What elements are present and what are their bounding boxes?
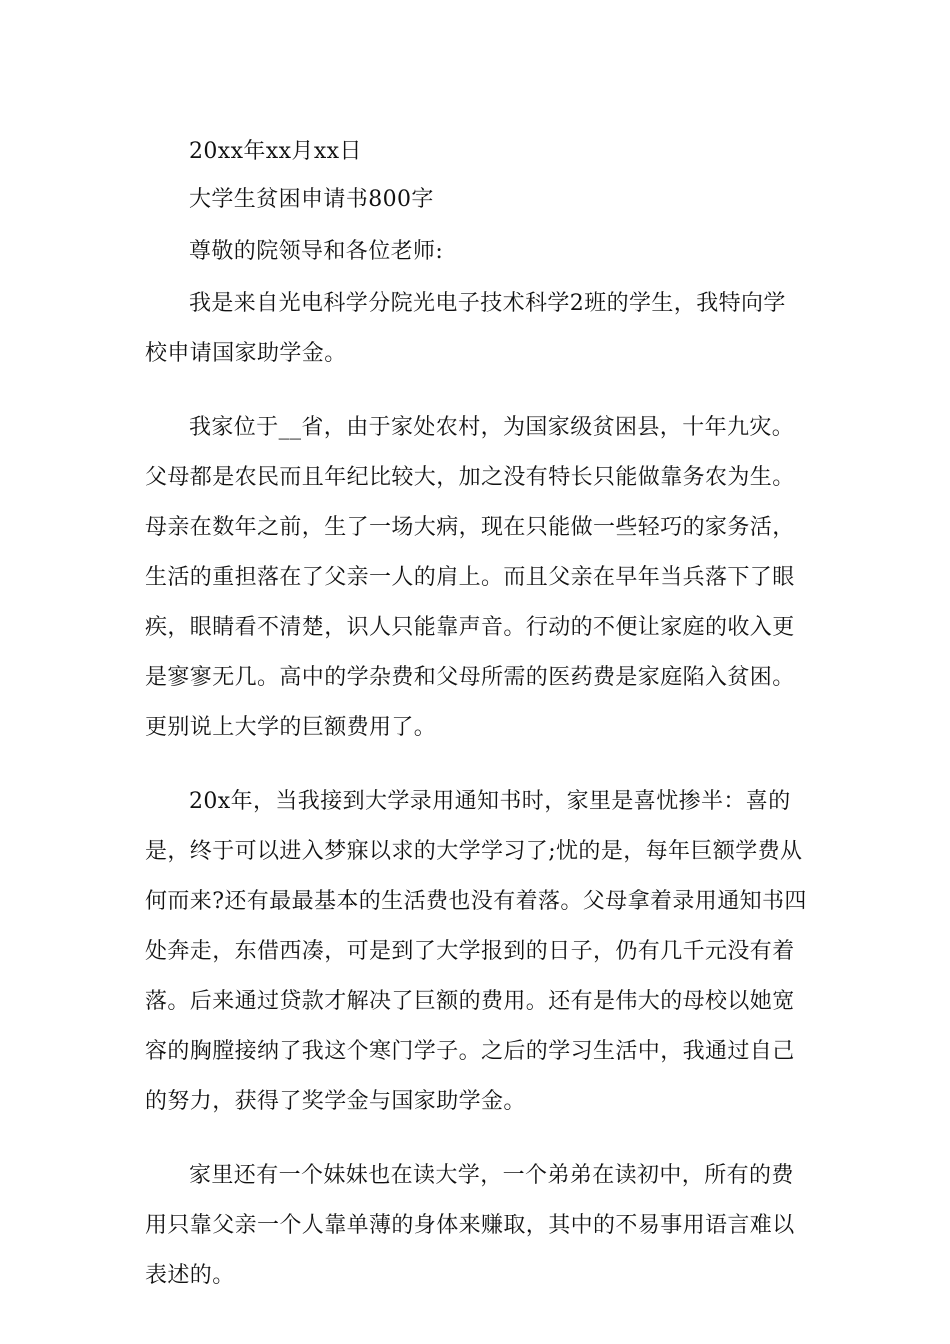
paragraph-line: 疾，眼睛看不清楚，识人只能靠声音。行动的不便让家庭的收入更 [145, 615, 795, 640]
paragraph-line: 是，终于可以进入梦寐以求的大学学习了;忧的是，每年巨额学费从 [145, 839, 803, 864]
paragraph-line: 校申请国家助学金。 [145, 341, 347, 366]
paragraph-line: 更别说上大学的巨额费用了。 [145, 715, 437, 740]
paragraph-line: 生活的重担落在了父亲一人的肩上。而且父亲在早年当兵落下了眼 [145, 565, 795, 590]
paragraph-line: 的努力，获得了奖学金与国家助学金。 [145, 1089, 526, 1114]
paragraph-line: 处奔走，东借西凑，可是到了大学报到的日子，仍有几千元没有着 [145, 939, 795, 964]
paragraph-line: 父母都是农民而且年纪比较大，加之没有特长只能做靠务农为生。 [145, 465, 795, 490]
paragraph-line: 何而来?还有最最基本的生活费也没有着落。父母拿着录用通知书四 [145, 889, 807, 914]
date-line: 20xx年xx月xx日 [189, 139, 362, 164]
paragraph-line: 落。后来通过贷款才解决了巨额的费用。还有是伟大的母校以她宽 [145, 989, 795, 1014]
paragraph-line: 是寥寥无几。高中的学杂费和父母所需的医药费是家庭陷入贫困。 [145, 665, 795, 690]
paragraph-line: 用只靠父亲一个人靠单薄的身体来赚取，其中的不易事用语言难以 [145, 1213, 795, 1238]
paragraph-line: 我家位于__省，由于家处农村，为国家级贫困县，十年九灾。 [189, 415, 795, 440]
paragraph-line: 家里还有一个妹妹也在读大学，一个弟弟在读初中，所有的费 [189, 1163, 794, 1188]
document-title: 大学生贫困申请书800字 [189, 187, 434, 212]
paragraph-line: 母亲在数年之前，生了一场大病，现在只能做一些轻巧的家务活， [145, 515, 795, 540]
paragraph-line: 我是来自光电科学分院光电子技术科学2班的学生，我特向学 [189, 291, 786, 316]
paragraph-line: 容的胸膛接纳了我这个寒门学子。之后的学习生活中，我通过自己 [145, 1039, 795, 1064]
paragraph-line: 20x年，当我接到大学录用通知书时，家里是喜忧掺半：喜的 [189, 789, 791, 814]
paragraph-line: 表述的。 [145, 1263, 235, 1288]
salutation: 尊敬的院领导和各位老师: [189, 239, 444, 264]
